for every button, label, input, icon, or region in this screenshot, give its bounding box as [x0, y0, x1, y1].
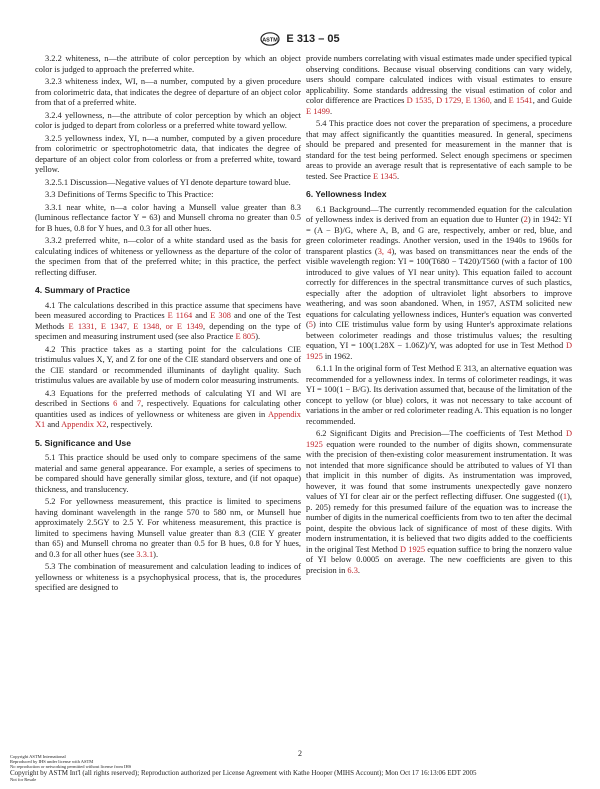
paragraph: 4.2 This practice takes as a starting point for the calculations CIE tristimulus values X, Y, and Z for one of the CIE standard observers and one of the CIE standard or recommended illuminants of daylight quality. Such tristimulus values are available by use of modern color measuring instruments. [35, 344, 301, 385]
paragraph: 5.3 The combination of measurement and calculation leading to indices of yellowness or whiteness is a psychophysical process, that is, the procedures specified are designed to [35, 562, 301, 592]
page-header [0, 32, 600, 46]
reference-link[interactable]: 1 [562, 492, 568, 501]
paragraph: provide numbers correlating with visual estimates made under specified typical observing conditions. Because visual observing conditions can vary widely, users should compare calculated indices with visual estimates to ensure applicability. Some standards addressing the visual estimation of color and color difference are Practices D 1535, D 1729, E 1360, and E 1541, and Guide E 1499. [306, 54, 572, 116]
reference-link[interactable]: D 1535, D 1729, E 1360, [406, 96, 492, 105]
paragraph: 4.3 Equations for the preferred methods of calculating YI and WI are described in Sections 6 and 7, respectively. Equations for calculating other quantities used as indices of yellowness or whiteness are given in Appendix X1 and Appendix X2, respectively. [35, 388, 302, 429]
reference-link[interactable]: E 308 [210, 311, 231, 320]
reference-link[interactable]: E 1345 [372, 171, 397, 181]
paragraph: 3.2.2 whiteness, n—the attribute of color perception by which an object color is judged to approach the preferred white. [35, 54, 301, 74]
section-heading: 5. Significance and Use [35, 437, 131, 448]
reference-link[interactable]: D 1925 [306, 429, 572, 449]
reference-link[interactable]: D 1925 [399, 544, 426, 554]
paragraph: 5.1 This practice should be used only to compare specimens of the same material and same general appearance. For example, a series of specimens to be compared should have generally similar gloss, texture, and (if not opaque) thickness, and translucency. [35, 453, 301, 494]
left-column [35, 54, 301, 596]
footer-resale-line: Not for Resale [10, 777, 37, 782]
paragraph: 6.1.1 In the original form of Test Method E 313, an alternative equation was recommended for a yellowness index. In terms of colorimeter readings, it was YI = 100(1 − B/G). Its derivation assumed that, because of the limitation of the concept to yellow (or blue) colors, it was not necessary to take account of variations in the amber or red colorimeter reading A. This equation is no longer recommended. [306, 364, 572, 426]
paragraph: 5.2 For yellowness measurement, this practice is limited to specimens having dominant wavelength in the range 570 to 580 nm, or Munsell hue approximately 2.5GY to 2.5 Y. For whiteness measurement, this practice is limited to specimens having Munsell value greater than 8.3 (CIE Y greater than 65) and Munsell chroma no greater than 0.5 for B hues, 0.8 for Y hues, and 0.3 for all other hues (see 3.3.1). [35, 497, 301, 559]
paragraph: 6.2 Significant Digits and Precision—The coefficients of Test Method D 1925 equation were rounded to the number of digits shown, commensurate with the precision of then-existing color measurement instrumentation. It was not intended that more significance should be attributed to values of YI than that implicit in this number of digits. As instrumentation was improved, however, it was found that some instruments unexpectedly gave nonzero values of YI for clear air or the perfect reflecting diffuser. One suggested ((1), p. 205) remedy for this presumed failure of the equation was to increase the number of digits in the numerical coefficients from two to ten after the decimal point, despite the obvious lack of significance of most of these digits. With modern instrumentation, it is believed that two digits added to the coefficients in the original Test Method D 1925 equation suffice to bring the nonzero value of YI below 0.0005 on average. The new coefficients are given to this precision in 6.3. [306, 429, 572, 575]
paragraph: 6.1 Background—The currently recommended equation for the calculation of yellowness index is derived from an equation due to Hunter (2) in 1942: YI = (A − B)/G, where A, B, and G are, respectively, amber or red, blue, and green colorimeter readings. Another version, used in the 1940s to 1960s for transparent plastics (3, 4), was based on transmittances near the ends of the visible wavelength region: YI = 100(T680 − T420)/T560 (with a factor of 100 introduced to give values of YI near unity). This equation failed to account correctly for differences in the spectral transmittance curves of such plastics, especially after the adoption of ultraviolet light absorbers to improve weathering, and was soon abandoned. When, in 1957, ASTM solicited new equations for calculating yellowness indices, Hunter's equation was converted (5) into CIE tristimulus value form by using Hunter's approximate relations between colorimeter readings and those tristimulus values; the resulting equation, YI = 100(1.28X − 1.06Z)/Y, was adopted for use in Test Method D 1925 in 1962. [306, 204, 572, 361]
reference-link[interactable]: 3.3.1 [136, 549, 154, 559]
reference-link[interactable]: E 805 [235, 332, 256, 341]
page-number: 2 [298, 749, 302, 758]
paragraph: 3.2.5 yellowness index, YI, n—a number, computed by a given procedure from colorimetric or spectrophotometric data, that indicates the degree of departure of an object color from colorless or from a preferred white, toward yellow. [35, 133, 301, 174]
reference-link[interactable]: 6.3 [347, 565, 358, 575]
reference-link[interactable]: D 1925 [306, 341, 572, 361]
paragraph: 3.2.4 yellowness, n—the attribute of color perception by which an object color is judged to depart from colorless or a preferred white toward yellow. [35, 110, 301, 130]
document-designation: E 313 – 05 [286, 32, 340, 45]
right-column [306, 54, 572, 578]
paragraph: 3.2.5.1 Discussion—Negative values of YI denote departure toward blue. [45, 177, 291, 187]
reference-link[interactable]: E 1331, E 1347, E 1348, or E 1349 [68, 321, 203, 331]
astm-logo-icon [260, 32, 280, 46]
paragraph: 4.1 The calculations described in this practice assume that specimens have been measured according to Practices E 1164 and E 308 and one of the Test Methods E 1331, E 1347, E 1348, or E 1349, depending on the type of specimen and measuring instrument used (see also Practice E 805). [35, 300, 302, 341]
reference-link[interactable]: E 1499 [306, 106, 330, 116]
page-footer [10, 754, 590, 782]
footer-main-line: Copyright by ASTM Int'l (all rights reserved); Reproduction authorized per License Agreement with Kathe Hooper (MIHS Account); Mon Oct 17 16:13:06 EDT 2005 [10, 769, 477, 777]
reference-link[interactable]: E 1541 [508, 96, 533, 105]
reference-link[interactable]: 3, 4 [377, 246, 392, 256]
footer-networking-line: No reproduction or networking permitted without license from IHS [10, 764, 132, 769]
paragraph: 3.3 Definitions of Terms Specific to This Practice: [45, 190, 214, 199]
section-heading: 6. Yellowness Index [306, 189, 387, 199]
reference-link[interactable]: Appendix X2 [61, 420, 107, 429]
reference-link[interactable]: Appendix X1 [35, 409, 301, 429]
reference-link[interactable]: 7 [136, 399, 142, 408]
footer-license-line: Reproduced by IHS under license with ASTM [10, 759, 94, 764]
reference-link[interactable]: E 1164 [167, 311, 193, 320]
svg-text:ASTM: ASTM [262, 37, 279, 44]
reference-link[interactable]: 2 [523, 215, 528, 224]
section-heading: 4. Summary of Practice [35, 285, 131, 295]
paragraph: 3.2.3 whiteness index, WI, n—a number, computed by a given procedure from colorimetric data, that indicates the degree of departure of an object color from that of a preferred white. [35, 77, 301, 107]
paragraph: 3.3.1 near white, n—a color having a Munsell value greater than 8.3 (luminous reflectance factor Y = 63) and Munsell chroma no greater than 0.5 for B hues, 0.8 for Y hues, and 0.3 for all other hues. [35, 202, 301, 233]
paragraph: 5.4 This practice does not cover the preparation of specimens, a procedure that may affect significantly the quantities measured. In general, specimens should be prepared and presented for measurement in the manner that is standard for the test being performed. Select enough specimens or specimen areas to provide an average result that is representative of each sample to be tested. See Practice E 1345. [306, 119, 572, 181]
reference-link[interactable]: 5 [308, 320, 313, 329]
reference-link[interactable]: 6 [113, 399, 118, 408]
footer-copyright-line: Copyright ASTM International [10, 754, 66, 759]
paragraph: 3.3.2 preferred white, n—color of a white standard used as the basis for calculating indices of whiteness or yellowness as the departure of the color of the specimen from that of the preferred white; in this practice, the perfect reflecting diffuser. [35, 236, 301, 277]
